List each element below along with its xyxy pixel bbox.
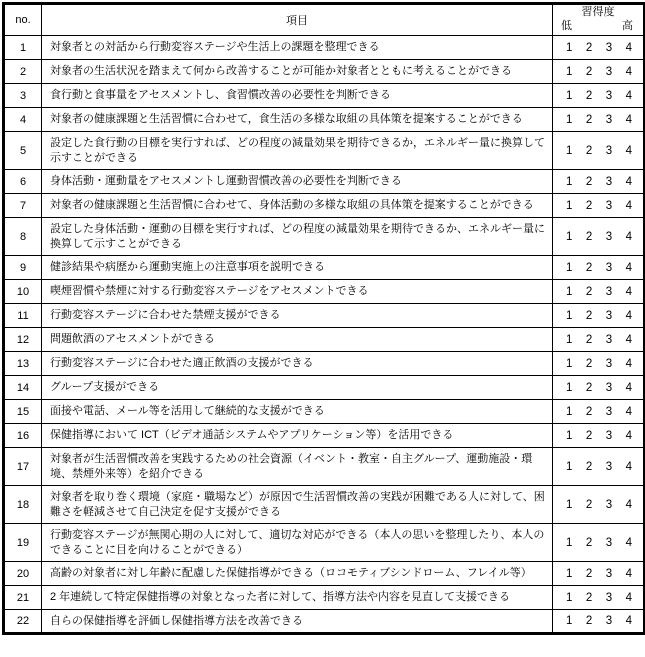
rating-option-1: 1 — [566, 536, 573, 549]
row-number: 10 — [4, 280, 42, 304]
table-row — [4, 448, 645, 486]
rating-option-3: 3 — [605, 615, 613, 627]
row-rating-cell — [553, 132, 645, 170]
rating-option-4: 4 — [625, 591, 632, 604]
row-item-text: 行動変容ステージが無関心期の人に対して、適切な対応ができる（本人の思いを整理したり、本人のできることに目を向けることができる） — [42, 524, 553, 562]
rating-scale — [553, 406, 643, 418]
rating-option-2: 2 — [585, 498, 593, 511]
row-number: 7 — [4, 194, 42, 218]
table-row — [4, 218, 645, 256]
rating-option-1: 1 — [566, 175, 573, 188]
rating-scale — [553, 114, 643, 126]
row-number: 1 — [4, 36, 42, 60]
rating-option-2: 2 — [585, 89, 593, 102]
table-row — [4, 562, 645, 586]
table-row — [4, 280, 645, 304]
rating-scale — [553, 537, 643, 549]
rating-option-2: 2 — [585, 381, 593, 394]
header-mastery — [553, 4, 645, 36]
rating-option-4: 4 — [625, 309, 632, 322]
rating-scale — [553, 42, 643, 54]
row-number: 16 — [4, 424, 42, 448]
row-rating-cell — [553, 304, 645, 328]
rating-option-3: 3 — [605, 536, 613, 549]
rating-option-2: 2 — [585, 536, 593, 549]
rating-option-2: 2 — [585, 460, 593, 473]
row-item-text: 食行動と食事量をアセスメントし、食習慣改善の必要性を判断できる — [42, 84, 553, 108]
table-row — [4, 352, 645, 376]
rating-option-2: 2 — [585, 144, 593, 157]
header-item: 項目 — [42, 4, 553, 36]
rating-option-2: 2 — [585, 429, 593, 442]
rating-option-3: 3 — [605, 429, 613, 442]
row-item-text: グループ支援ができる — [42, 376, 553, 400]
rating-scale — [553, 90, 643, 102]
row-number: 18 — [4, 486, 42, 524]
rating-option-1: 1 — [566, 144, 573, 157]
rating-option-3: 3 — [605, 144, 613, 157]
rating-option-1: 1 — [566, 567, 573, 580]
row-rating-cell — [553, 194, 645, 218]
rating-option-4: 4 — [625, 65, 632, 78]
row-item-text: 2 年連続して特定保健指導の対象となった者に対して、指導方法や内容を見直して支援できる — [42, 586, 553, 610]
rating-option-3: 3 — [605, 591, 613, 604]
rating-option-1: 1 — [566, 333, 573, 346]
rating-option-1: 1 — [566, 309, 573, 322]
row-item-text: 対象者の生活状況を踏まえて何から改善することが可能か対象者とともに考えることができる — [42, 60, 553, 84]
row-item-text: 対象者が生活習慣改善を実践するための社会資源（イベント・教室・自主グループ、運動施設・環境、禁煙外来等）を紹介できる — [42, 448, 553, 486]
mastery-label: 習得度 — [581, 6, 615, 18]
row-rating-cell — [553, 448, 645, 486]
rating-option-4: 4 — [625, 405, 632, 418]
table-row — [4, 108, 645, 132]
mastery-low-label: 低 — [561, 20, 572, 32]
rating-option-1: 1 — [566, 460, 573, 473]
row-number: 15 — [4, 400, 42, 424]
rating-option-1: 1 — [566, 230, 573, 243]
rating-option-1: 1 — [566, 615, 573, 627]
rating-option-1: 1 — [566, 65, 573, 78]
row-number: 12 — [4, 328, 42, 352]
row-item-text: 行動変容ステージに合わせた禁煙支援ができる — [42, 304, 553, 328]
row-rating-cell — [553, 170, 645, 194]
row-item-text: 健診結果や病歴から運動実施上の注意事項を説明できる — [42, 256, 553, 280]
table-row — [4, 610, 645, 634]
rating-option-3: 3 — [605, 333, 613, 346]
table-row — [4, 304, 645, 328]
row-rating-cell — [553, 60, 645, 84]
row-item-text: 対象者の健康課題と生活習慣に合わせて、身体活動の多様な取組の具体策を提案することができる — [42, 194, 553, 218]
rating-option-2: 2 — [585, 199, 593, 212]
rating-scale — [553, 382, 643, 394]
rating-option-2: 2 — [585, 615, 593, 627]
row-item-text: 面接や電話、メール等を活用して継続的な支援ができる — [42, 400, 553, 424]
rating-scale — [553, 66, 643, 78]
table-row — [4, 328, 645, 352]
rating-option-4: 4 — [625, 357, 632, 370]
table-row — [4, 256, 645, 280]
rating-option-3: 3 — [605, 199, 613, 212]
row-rating-cell — [553, 280, 645, 304]
rating-option-1: 1 — [566, 113, 573, 126]
row-item-text: 対象者との対話から行動変容ステージや生活上の課題を整理できる — [42, 36, 553, 60]
rating-scale — [553, 262, 643, 274]
row-item-text: 高齢の対象者に対し年齢に配慮した保健指導ができる（ロコモティブシンドローム、フレイル等） — [42, 562, 553, 586]
mastery-scale-ends — [553, 19, 643, 33]
row-number: 5 — [4, 132, 42, 170]
row-item-text: 保健指導において ICT（ビデオ通話システムやアプリケーション等）を活用できる — [42, 424, 553, 448]
header-no: no. — [4, 4, 42, 36]
rating-scale — [553, 568, 643, 580]
row-number: 20 — [4, 562, 42, 586]
rating-option-3: 3 — [605, 261, 613, 274]
rating-option-2: 2 — [585, 41, 593, 54]
rating-option-2: 2 — [585, 113, 593, 126]
row-rating-cell — [553, 108, 645, 132]
rating-scale — [553, 231, 643, 243]
rating-option-4: 4 — [625, 567, 632, 580]
rating-scale — [553, 176, 643, 188]
table-row — [4, 132, 645, 170]
rating-option-4: 4 — [625, 261, 632, 274]
row-number: 9 — [4, 256, 42, 280]
row-rating-cell — [553, 424, 645, 448]
row-rating-cell — [553, 352, 645, 376]
rating-scale — [553, 310, 643, 322]
row-number: 21 — [4, 586, 42, 610]
table-body — [4, 36, 645, 634]
rating-option-2: 2 — [585, 591, 593, 604]
row-number: 14 — [4, 376, 42, 400]
row-number: 8 — [4, 218, 42, 256]
rating-option-3: 3 — [605, 405, 613, 418]
rating-option-2: 2 — [585, 230, 593, 243]
rating-option-1: 1 — [566, 199, 573, 212]
row-rating-cell — [553, 400, 645, 424]
row-rating-cell — [553, 486, 645, 524]
row-item-text: 身体活動・運動量をアセスメントし運動習慣改善の必要性を判断できる — [42, 170, 553, 194]
row-item-text: 行動変容ステージに合わせた適正飲酒の支援ができる — [42, 352, 553, 376]
rating-option-3: 3 — [605, 113, 613, 126]
rating-scale — [553, 592, 643, 604]
row-rating-cell — [553, 524, 645, 562]
rating-option-4: 4 — [625, 333, 632, 346]
rating-option-3: 3 — [605, 309, 613, 322]
rating-option-3: 3 — [605, 460, 613, 473]
rating-scale — [553, 499, 643, 511]
rating-option-2: 2 — [585, 285, 593, 298]
row-item-text: 自らの保健指導を評価し保健指導方法を改善できる — [42, 610, 553, 634]
rating-option-1: 1 — [566, 429, 573, 442]
rating-option-2: 2 — [585, 309, 593, 322]
row-item-text: 喫煙習慣や禁煙に対する行動変容ステージをアセスメントできる — [42, 280, 553, 304]
header-row — [4, 4, 645, 36]
rating-option-4: 4 — [625, 381, 632, 394]
row-number: 19 — [4, 524, 42, 562]
row-number: 3 — [4, 84, 42, 108]
table-row — [4, 424, 645, 448]
rating-option-3: 3 — [605, 381, 613, 394]
table-row — [4, 400, 645, 424]
row-rating-cell — [553, 328, 645, 352]
rating-option-2: 2 — [585, 261, 593, 274]
rating-scale — [553, 615, 643, 627]
rating-option-4: 4 — [625, 460, 632, 473]
table-row — [4, 194, 645, 218]
rating-scale — [553, 200, 643, 212]
table-header — [4, 4, 645, 36]
rating-option-3: 3 — [605, 41, 613, 54]
row-number: 13 — [4, 352, 42, 376]
rating-option-1: 1 — [566, 498, 573, 511]
row-number: 17 — [4, 448, 42, 486]
row-rating-cell — [553, 562, 645, 586]
rating-option-2: 2 — [585, 175, 593, 188]
rating-option-4: 4 — [625, 615, 632, 627]
rating-scale — [553, 430, 643, 442]
rating-option-2: 2 — [585, 405, 593, 418]
row-item-text: 設定した身体活動・運動の目標を実行すれば、どの程度の減量効果を期待できるか、エネルギー量に換算して示すことができる — [42, 218, 553, 256]
row-rating-cell — [553, 36, 645, 60]
rating-option-1: 1 — [566, 41, 573, 54]
rating-option-1: 1 — [566, 285, 573, 298]
rating-option-3: 3 — [605, 65, 613, 78]
row-number: 2 — [4, 60, 42, 84]
table-row — [4, 486, 645, 524]
mastery-high-label: 高 — [622, 20, 633, 32]
rating-option-4: 4 — [625, 536, 632, 549]
rating-scale — [553, 461, 643, 473]
row-rating-cell — [553, 84, 645, 108]
rating-option-4: 4 — [625, 144, 632, 157]
table-row — [4, 170, 645, 194]
rating-scale — [553, 358, 643, 370]
rating-option-4: 4 — [625, 41, 632, 54]
table-row — [4, 60, 645, 84]
row-rating-cell — [553, 586, 645, 610]
rating-option-4: 4 — [625, 230, 632, 243]
rating-option-3: 3 — [605, 175, 613, 188]
rating-option-3: 3 — [605, 357, 613, 370]
rating-option-4: 4 — [625, 498, 632, 511]
row-number: 11 — [4, 304, 42, 328]
row-rating-cell — [553, 610, 645, 634]
table-row — [4, 36, 645, 60]
row-item-text: 設定した食行動の目標を実行すれば、どの程度の減量効果を期待できるか，エネルギー量に換算して示すことができる — [42, 132, 553, 170]
rating-option-3: 3 — [605, 285, 613, 298]
rating-option-3: 3 — [605, 230, 613, 243]
rating-scale — [553, 286, 643, 298]
row-number: 22 — [4, 610, 42, 634]
rating-option-4: 4 — [625, 175, 632, 188]
rating-option-3: 3 — [605, 89, 613, 102]
rating-scale — [553, 334, 643, 346]
rating-option-4: 4 — [625, 199, 632, 212]
rating-option-1: 1 — [566, 89, 573, 102]
row-item-text: 対象者の健康課題と生活習慣に合わせて，食生活の多様な取組の具体策を提案することができる — [42, 108, 553, 132]
rating-option-2: 2 — [585, 357, 593, 370]
rating-option-4: 4 — [625, 113, 632, 126]
rating-option-2: 2 — [585, 333, 593, 346]
row-number: 6 — [4, 170, 42, 194]
table-row — [4, 524, 645, 562]
row-item-text: 対象者を取り巻く環境（家庭・職場など）が原因で生活習慣改善の実践が困難である人に対して、困難さを軽減させて自己決定を促す支援ができる — [42, 486, 553, 524]
row-rating-cell — [553, 376, 645, 400]
rating-option-1: 1 — [566, 381, 573, 394]
rating-option-4: 4 — [625, 285, 632, 298]
rating-option-1: 1 — [566, 405, 573, 418]
rating-option-1: 1 — [566, 357, 573, 370]
rating-option-2: 2 — [585, 567, 593, 580]
table-row — [4, 376, 645, 400]
competency-check-table — [2, 2, 645, 635]
row-rating-cell — [553, 218, 645, 256]
row-rating-cell — [553, 256, 645, 280]
table-row — [4, 84, 645, 108]
rating-option-4: 4 — [625, 429, 632, 442]
rating-option-1: 1 — [566, 261, 573, 274]
rating-option-2: 2 — [585, 65, 593, 78]
table-row — [4, 586, 645, 610]
rating-option-3: 3 — [605, 567, 613, 580]
row-item-text: 問題飲酒のアセスメントができる — [42, 328, 553, 352]
rating-option-4: 4 — [625, 89, 632, 102]
rating-option-1: 1 — [566, 591, 573, 604]
row-number: 4 — [4, 108, 42, 132]
rating-scale — [553, 145, 643, 157]
rating-option-3: 3 — [605, 498, 613, 511]
